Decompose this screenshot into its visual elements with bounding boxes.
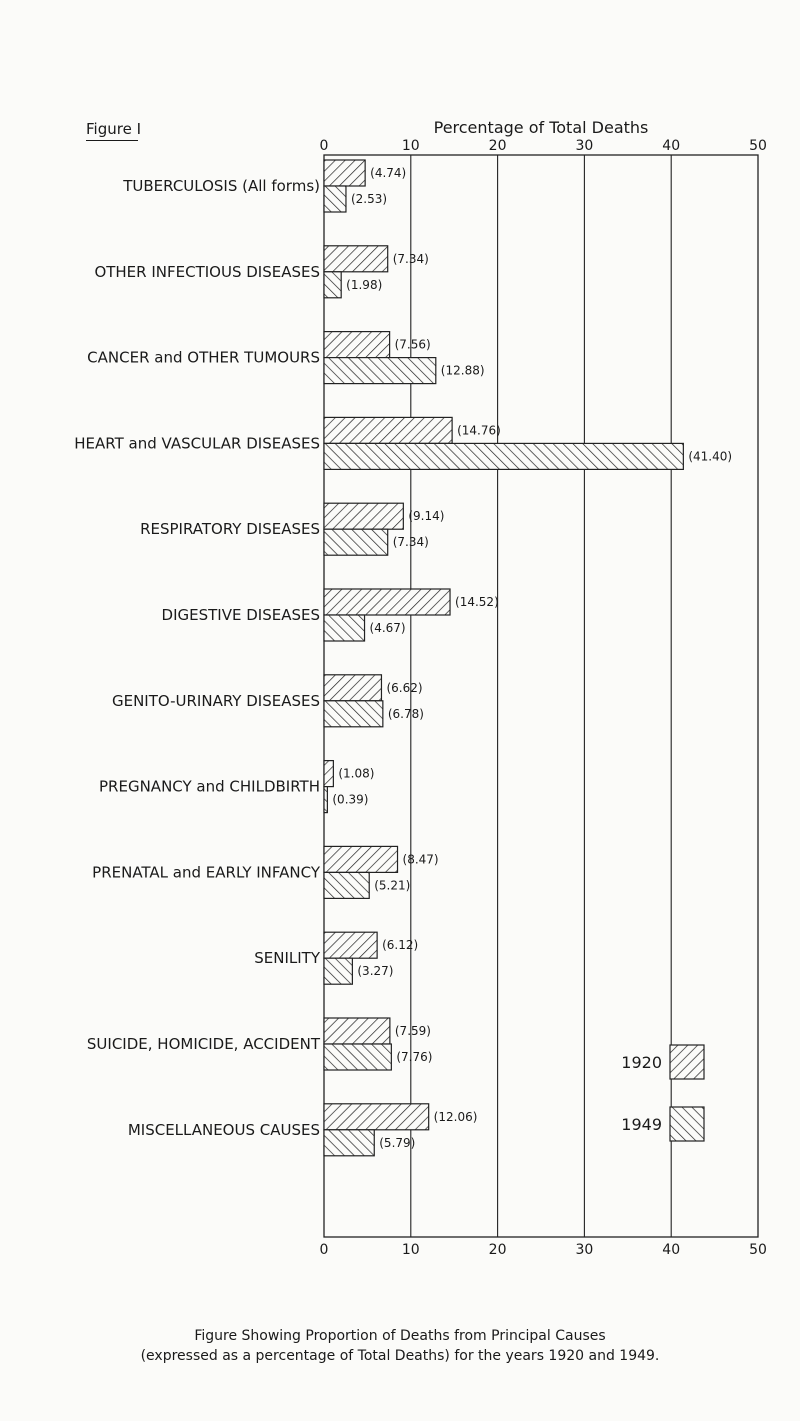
bar-1920-11: [324, 1104, 429, 1130]
data-label-1920-10: (7.59): [394, 1024, 431, 1038]
legend-swatch-1949: [670, 1107, 704, 1141]
data-label-1920-9: (6.12): [382, 938, 419, 953]
bar-1949-0: [324, 186, 346, 212]
bar-1949-8: [324, 872, 369, 898]
data-label-1949-0: (2.53): [350, 192, 388, 206]
data-label-1949-2: (12.88): [440, 363, 485, 378]
caption-line-2: (expressed as a percentage of Total Deaths) for the years 1920 and 1949.: [140, 1348, 660, 1364]
data-label-1920-4: (9.14): [408, 509, 445, 524]
data-label-1949-8: (5.21): [374, 878, 411, 893]
category-label-3: HEART and VASCULAR DISEASES: [74, 434, 320, 453]
category-label-11: MISCELLANEOUS CAUSES: [127, 1120, 320, 1139]
bar-1920-3: [324, 417, 452, 443]
data-label-1949-7: (0.39): [332, 792, 369, 807]
caption-line-1: Figure Showing Proportion of Deaths from Principal Causes: [194, 1328, 606, 1344]
bar-1920-2: [324, 332, 390, 358]
x-tick-label-top-50: 50: [749, 138, 767, 154]
bar-1949-4: [324, 529, 388, 555]
category-label-1: OTHER INFECTIOUS DISEASES: [94, 262, 320, 281]
category-label-0: TUBERCULOSIS (All forms): [123, 177, 320, 195]
bar-1949-3: [324, 443, 683, 469]
data-label-1920-6: (6.62): [386, 680, 423, 695]
bar-1949-6: [324, 701, 383, 727]
bar-1920-9: [324, 932, 377, 958]
bar-1949-11: [324, 1130, 374, 1156]
data-label-1949-6: (6.78): [387, 706, 424, 721]
bar-1920-0: [324, 160, 365, 186]
bar-1920-6: [324, 675, 381, 701]
bar-1920-1: [324, 246, 388, 272]
figure-caption: [0, 1326, 800, 1366]
x-tick-label-bottom-30: 30: [575, 1242, 594, 1258]
x-tick-label-top-40: 40: [662, 138, 681, 154]
bar-1920-5: [324, 589, 450, 615]
x-tick-label-bottom-10: 10: [401, 1242, 420, 1258]
bar-1920-8: [324, 846, 398, 872]
bar-1920-10: [324, 1018, 390, 1044]
category-label-7: PREGNANCY and CHILDBIRTH: [99, 777, 320, 796]
data-label-1949-3: (41.40): [688, 449, 733, 464]
bar-1920-7: [324, 761, 333, 787]
bar-1949-7: [324, 787, 327, 813]
x-tick-label-top-20: 20: [488, 138, 507, 154]
bar-1949-2: [324, 358, 436, 384]
figure-label: Figure I: [86, 120, 141, 138]
data-label-1920-1: (7.34): [392, 251, 429, 266]
x-tick-label-top-30: 30: [575, 138, 594, 154]
x-tick-label-bottom-40: 40: [662, 1242, 681, 1258]
data-label-1920-11: (12.06): [433, 1109, 478, 1124]
data-label-1920-3: (14.76): [457, 423, 501, 438]
data-label-1920-5: (14.52): [455, 595, 499, 609]
x-tick-label-bottom-20: 20: [488, 1242, 507, 1258]
category-label-4: RESPIRATORY DISEASES: [140, 520, 320, 539]
category-label-10: SUICIDE, HOMICIDE, ACCIDENT: [86, 1035, 320, 1053]
data-label-1949-10: (7.76): [396, 1050, 433, 1064]
bar-1949-9: [324, 958, 352, 984]
data-label-1949-11: (5.79): [379, 1135, 416, 1150]
data-label-1920-7: (1.08): [338, 766, 375, 781]
bar-1920-4: [324, 503, 403, 529]
legend-swatch-1920: [670, 1045, 704, 1079]
bar-1949-1: [324, 272, 341, 298]
data-label-1949-9: (3.27): [357, 964, 394, 979]
data-label-1949-4: (7.34): [392, 535, 429, 550]
x-tick-label-top-0: 0: [319, 138, 329, 154]
category-label-6: GENITO-URINARY DISEASES: [111, 691, 320, 710]
category-label-5: DIGESTIVE DISEASES: [161, 606, 320, 624]
x-tick-label-bottom-50: 50: [749, 1242, 767, 1258]
bar-1949-10: [324, 1044, 391, 1070]
bar-1949-5: [324, 615, 365, 641]
data-label-1949-5: (4.67): [369, 621, 406, 635]
data-label-1920-0: (4.74): [370, 166, 407, 180]
category-label-8: PRENATAL and EARLY INFANCY: [92, 863, 320, 882]
category-label-9: SENILITY: [254, 949, 320, 968]
x-tick-label-bottom-0: 0: [319, 1242, 329, 1258]
x-tick-label-top-10: 10: [401, 138, 420, 154]
data-label-1920-2: (7.56): [394, 337, 431, 352]
data-label-1920-8: (8.47): [402, 852, 439, 867]
data-label-1949-1: (1.98): [346, 277, 383, 292]
legend-label-1949: 1949: [621, 1115, 662, 1134]
category-label-2: CANCER and OTHER TUMOURS: [87, 348, 320, 367]
legend-label-1920: 1920: [621, 1053, 662, 1072]
chart-title: Percentage of Total Deaths: [433, 118, 649, 137]
